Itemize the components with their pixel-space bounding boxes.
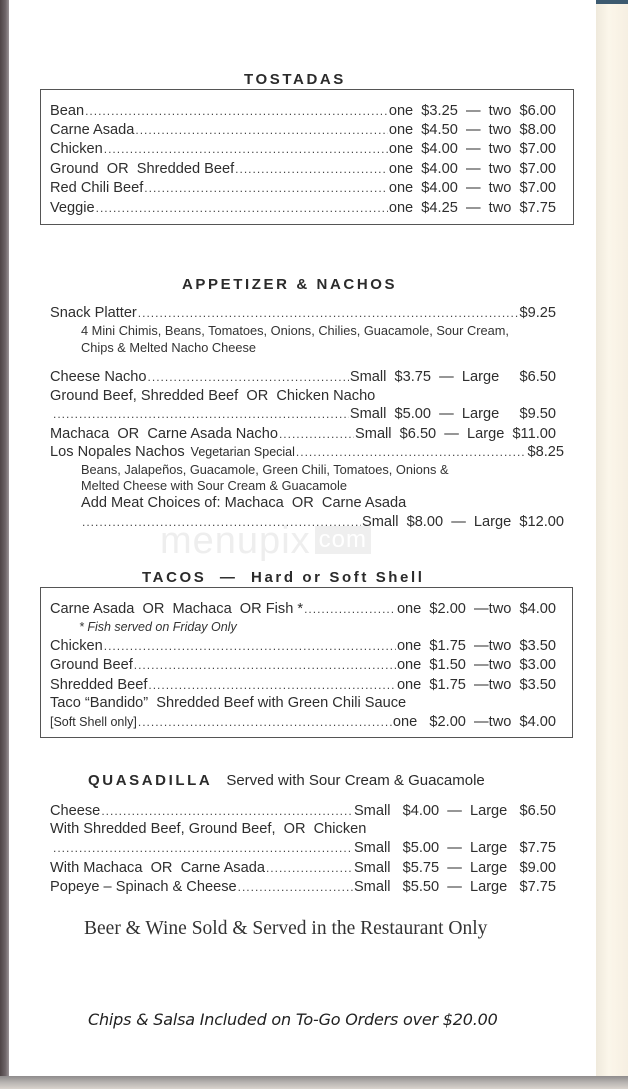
quesadilla-item: Popeye – Spinach & Cheese ..... Small $5.50 — Large $7.75 <box>50 878 556 897</box>
scan-left-edge <box>0 0 9 1089</box>
quesadilla-item: With Machaca OR Carne Asada ..... Small $5.75 — Large $9.00 <box>50 859 556 878</box>
taco-item: Shredded Beef ..... one $1.75 — two $3.50 <box>50 676 556 695</box>
quesadilla-item: ..... Small $5.00 — Large $7.75 <box>52 839 556 858</box>
scan-bottom-edge <box>0 1076 628 1089</box>
tostadas-heading: TOSTADAS <box>244 71 346 88</box>
chips-salsa-notice: Chips & Salsa Included on To-Go Orders over $20.00 <box>88 1010 498 1029</box>
snack-platter-desc: 4 Mini Chimis, Beans, Tomatoes, Onions, Chilies, Guacamole, Sour Cream, <box>81 323 509 338</box>
beer-wine-notice: Beer & Wine Sold & Served in the Restaurant Only <box>84 918 488 939</box>
tostada-item: Veggie ..... one $4.25 — two $7.75 <box>50 199 556 218</box>
meat-nacho-row: ..... Small $5.00 — Large $9.50 <box>52 405 556 424</box>
taco-item: Chicken ..... one $1.75 — two $3.50 <box>50 637 556 656</box>
quesadilla-heading: QUASADILLA Served with Sour Cream & Guacamole <box>88 772 485 789</box>
quesadilla-meat-label: With Shredded Beef, Ground Beef, OR Chicken <box>50 821 367 837</box>
los-nopales-desc: Melted Cheese with Sour Cream & Guacamole <box>81 478 348 493</box>
tostada-item: Bean ..... one $3.25 — two $6.00 <box>50 102 556 121</box>
scan-right-edge <box>596 0 628 1089</box>
watermark: menupix com <box>160 520 371 563</box>
snack-platter-row: Snack Platter ..... $9.25 <box>50 304 556 323</box>
tostada-item: Chicken ..... one $4.00 — two $7.00 <box>50 140 556 159</box>
tostada-item: Ground OR Shredded Beef ..... one $4.00 — two $7.00 <box>50 160 556 179</box>
tacos-heading: TACOS — Hard or Soft Shell <box>142 569 425 586</box>
snack-platter-desc: Chips & Melted Nacho Cheese <box>81 340 256 355</box>
tostada-item: Red Chili Beef ..... one $4.00 — two $7.00 <box>50 179 556 198</box>
los-nopales-row: Los Nopales Nachos Vegetarian Special ..... $8.25 <box>50 443 564 462</box>
scan-corner <box>596 0 628 4</box>
taco-item: Carne Asada OR Machaca OR Fish * ..... one $2.00 — two $4.00 <box>50 600 556 619</box>
add-meat-row: ..... Small $8.00 — Large $12.00 <box>81 513 564 532</box>
taco-bandido-label: Taco “Bandido” Shredded Beef with Green Chili Sauce <box>50 695 407 711</box>
cheese-nacho-row: Cheese Nacho ..... Small $3.75 — Large $6.50 <box>50 368 556 387</box>
fish-note: * Fish served on Friday Only <box>79 620 237 634</box>
taco-item: [Soft Shell only] ..... one $2.00 — two $4.00 <box>50 713 556 732</box>
appetizers-heading: APPETIZER & NACHOS <box>182 276 398 293</box>
add-meat-label: Add Meat Choices of: Machaca OR Carne Asada <box>81 495 407 511</box>
tostada-item: Carne Asada ..... one $4.50 — two $8.00 <box>50 121 556 140</box>
quesadilla-item: Cheese ..... Small $4.00 — Large $6.50 <box>50 802 556 821</box>
meat-nacho-label: Ground Beef, Shredded Beef OR Chicken Nacho <box>50 388 376 404</box>
los-nopales-desc: Beans, Jalapeños, Guacamole, Green Chili, Tomatoes, Onions & <box>81 462 449 477</box>
taco-item: Ground Beef ..... one $1.50 — two $3.00 <box>50 656 556 675</box>
quesadilla-subtitle: Served with Sour Cream & Guacamole <box>226 772 485 789</box>
machaca-nacho-row: Machaca OR Carne Asada Nacho ..... Small $6.50 — Large $11.00 <box>50 425 556 444</box>
